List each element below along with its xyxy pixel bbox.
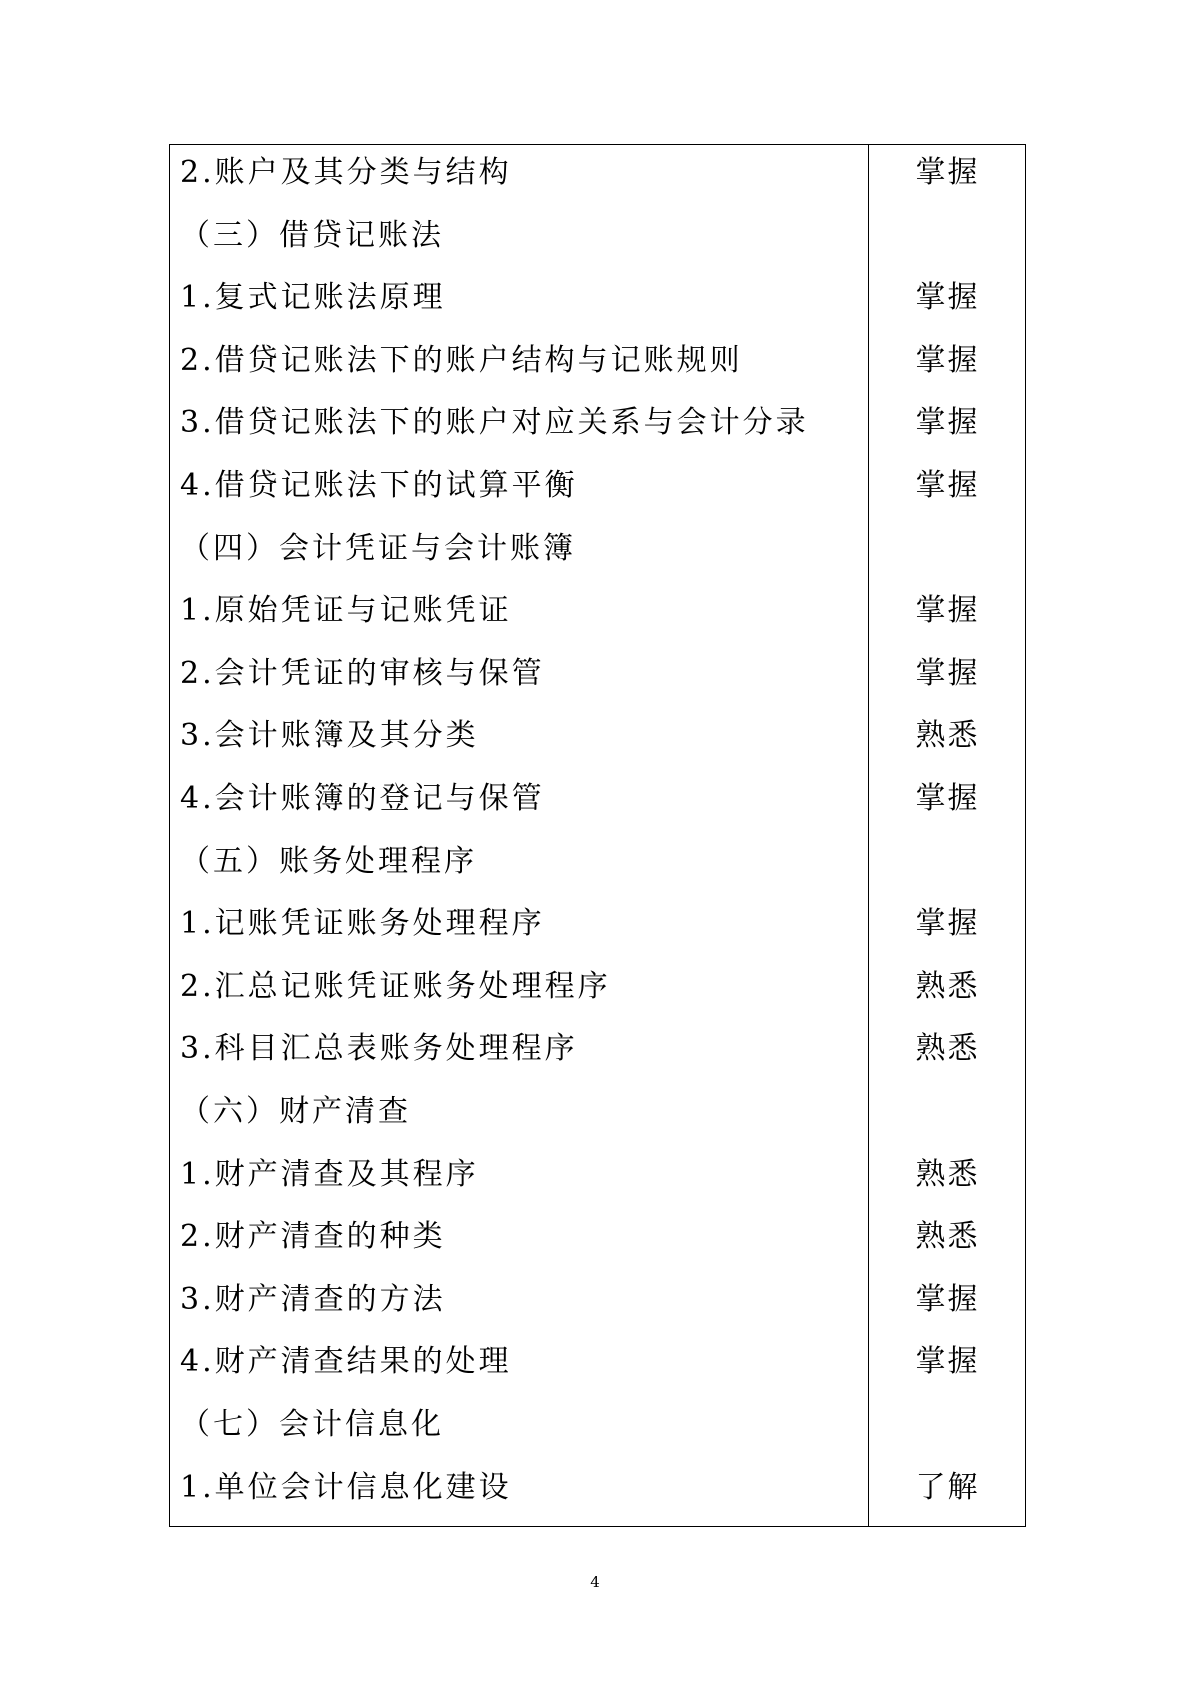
- section-heading-row: [170, 216, 1025, 256]
- table-row: [170, 591, 1025, 631]
- topic-cell: 2.财产清查的种类: [180, 1219, 446, 1255]
- section-heading: （六）财产清查: [180, 1094, 411, 1129]
- table-row: [170, 153, 1025, 193]
- table-row: [170, 341, 1025, 381]
- topic-cell: 3.财产清查的方法: [180, 1281, 446, 1317]
- section-heading-row: [170, 529, 1025, 569]
- topic-cell: 2.借贷记账法下的账户结构与记账规则: [180, 342, 743, 378]
- syllabus-table: [169, 144, 1026, 1527]
- section-heading-row: [170, 1405, 1025, 1445]
- requirement-level-cell: 熟悉: [915, 1031, 980, 1067]
- topic-cell: 4.财产清查结果的处理: [180, 1344, 512, 1380]
- table-row: [170, 278, 1025, 318]
- topic-cell: 1.原始凭证与记账凭证: [180, 593, 512, 629]
- table-row: [170, 1468, 1025, 1508]
- section-heading: （三）借贷记账法: [180, 217, 444, 253]
- requirement-level-cell: 掌握: [915, 593, 980, 629]
- requirement-level-cell: 熟悉: [915, 1156, 980, 1192]
- table-row: [170, 403, 1025, 443]
- table-row: [170, 1280, 1025, 1320]
- requirement-level-cell: 掌握: [915, 1344, 980, 1380]
- requirement-level-cell: 掌握: [915, 655, 980, 691]
- topic-cell: 3.借贷记账法下的账户对应关系与会计分录: [180, 405, 809, 441]
- topic-cell: 1.财产清查及其程序: [180, 1156, 479, 1192]
- section-heading: （七）会计信息化: [180, 1407, 444, 1442]
- section-heading: （四）会计凭证与会计账簿: [180, 530, 576, 566]
- topic-cell: 1.复式记账法原理: [180, 280, 446, 316]
- requirement-level-cell: 了解: [915, 1469, 980, 1505]
- requirement-level-cell: 掌握: [915, 405, 980, 441]
- requirement-level-cell: 掌握: [915, 280, 980, 316]
- table-row: [170, 779, 1025, 819]
- topic-cell: 1.记账凭证账务处理程序: [180, 906, 545, 942]
- table-row: [170, 466, 1025, 506]
- page-number: 4: [590, 1573, 600, 1591]
- table-row: [170, 654, 1025, 694]
- requirement-level-cell: 掌握: [915, 1281, 980, 1317]
- table-row: [170, 904, 1025, 944]
- table-row: [170, 1029, 1025, 1069]
- table-row: [170, 967, 1025, 1007]
- table-row: [170, 716, 1025, 756]
- topic-cell: 2.汇总记账凭证账务处理程序: [180, 968, 611, 1004]
- requirement-level-cell: 掌握: [915, 468, 980, 503]
- table-row: [170, 1155, 1025, 1195]
- requirement-level-cell: 掌握: [915, 781, 980, 816]
- topic-cell: 1.单位会计信息化建设: [180, 1469, 512, 1505]
- topic-cell: 3.科目汇总表账务处理程序: [180, 1031, 578, 1067]
- requirement-level-cell: 掌握: [915, 342, 980, 378]
- topic-cell: 2.账户及其分类与结构: [180, 155, 512, 190]
- requirement-level-cell: 熟悉: [915, 1219, 980, 1255]
- table-row: [170, 1342, 1025, 1382]
- requirement-level-cell: 熟悉: [915, 718, 980, 754]
- section-heading: （五）账务处理程序: [180, 843, 477, 879]
- section-heading-row: [170, 842, 1025, 882]
- topic-cell: 4.会计账簿的登记与保管: [180, 781, 545, 816]
- table-row: [170, 1217, 1025, 1257]
- section-heading-row: [170, 1092, 1025, 1132]
- topic-cell: 4.借贷记账法下的试算平衡: [180, 468, 578, 503]
- topic-cell: 3.会计账簿及其分类: [180, 718, 479, 754]
- requirement-level-cell: 掌握: [915, 906, 980, 942]
- requirement-level-cell: 掌握: [915, 155, 980, 190]
- requirement-level-cell: 熟悉: [915, 968, 980, 1004]
- topic-cell: 2.会计凭证的审核与保管: [180, 655, 545, 691]
